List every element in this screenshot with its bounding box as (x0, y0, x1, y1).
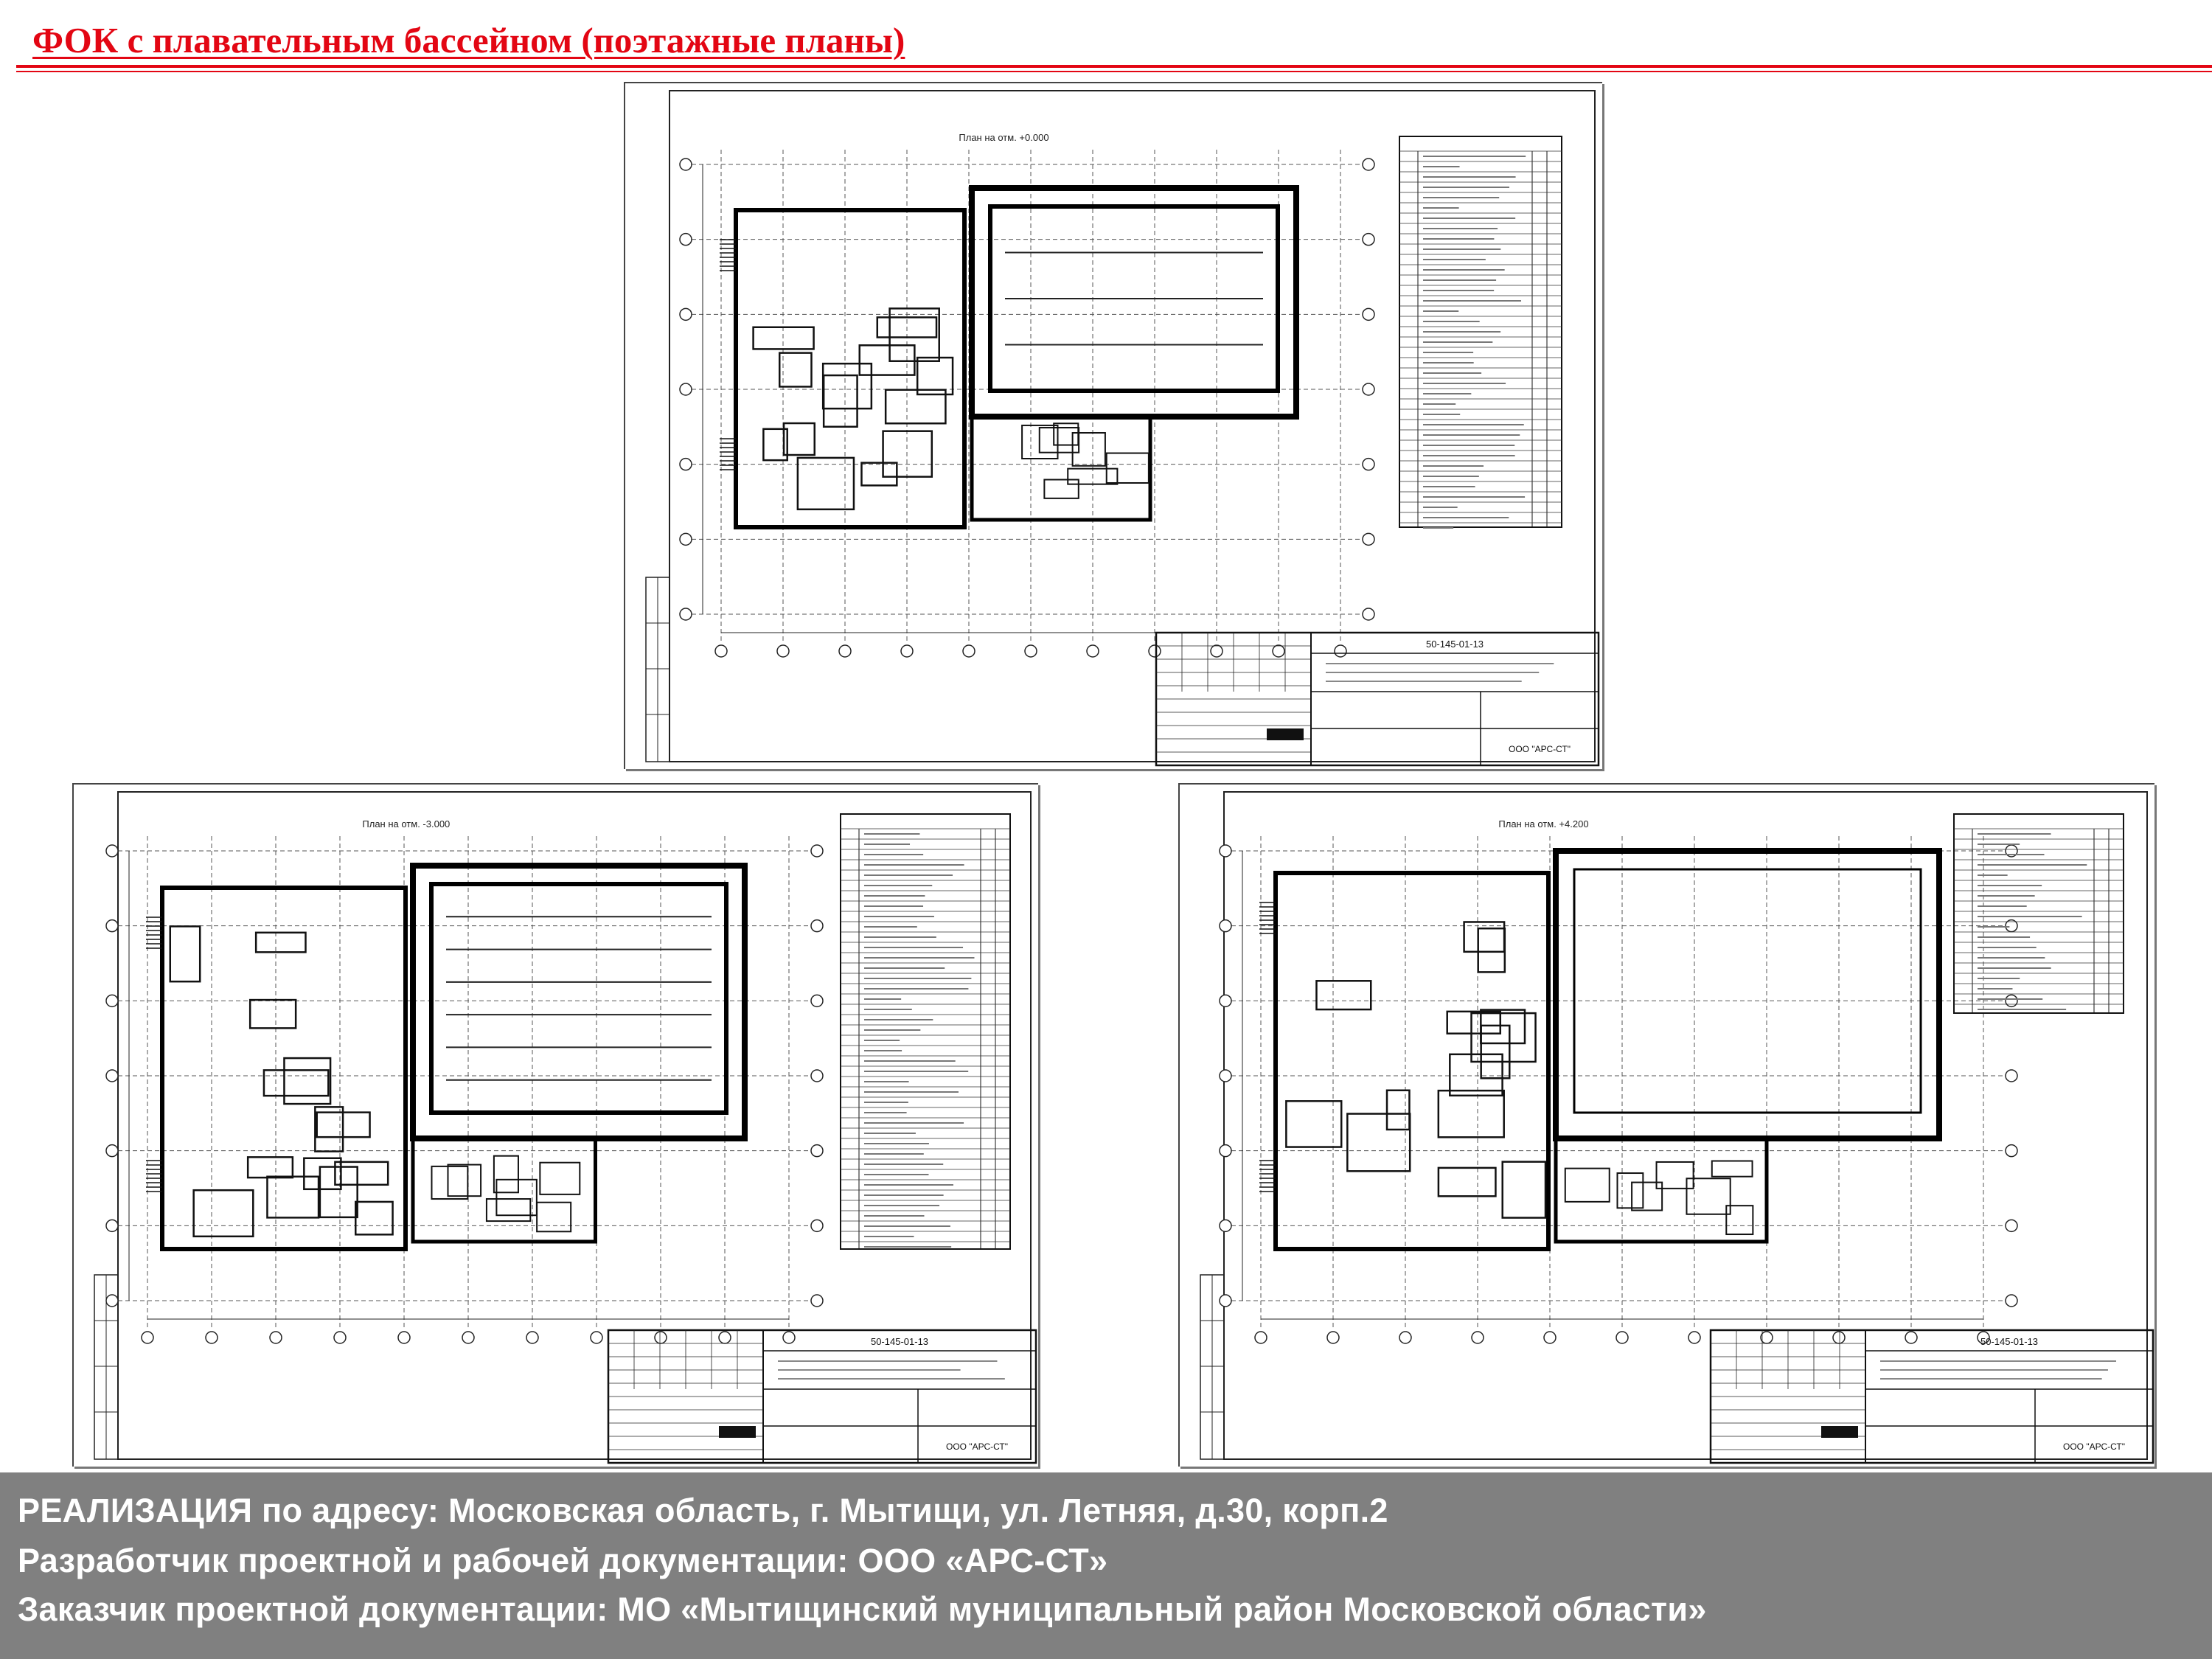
axis-bubble (2006, 1145, 2017, 1157)
room (883, 431, 932, 477)
signature-mark (1821, 1426, 1858, 1438)
axis-bubble (591, 1332, 602, 1343)
room (754, 327, 814, 349)
sheet-frame (1224, 792, 2147, 1459)
room (1481, 1010, 1525, 1043)
axis-bubble (1833, 1332, 1845, 1343)
room (784, 423, 815, 455)
axis-bubble (811, 1145, 823, 1157)
title-rule-thin (16, 71, 2212, 72)
axis-bubble (1220, 845, 1231, 857)
axis-bubble (1149, 645, 1161, 657)
axis-bubble (680, 608, 692, 620)
sheet-frame (118, 792, 1031, 1459)
sheet-frame (669, 91, 1595, 762)
room (448, 1165, 481, 1197)
footer-customer: Заказчик проектной документации: МО «Мытищинский муниципальный район Московской области» (18, 1590, 1707, 1628)
room (823, 364, 872, 408)
axis-bubble (206, 1332, 218, 1343)
room (537, 1203, 571, 1232)
footer-address: РЕАЛИЗАЦИЯ по адресу: Московская область, г. Мытищи, ул. Летняя, д.30, корп.2 (18, 1492, 1388, 1529)
room (824, 375, 857, 427)
axis-bubble (777, 645, 789, 657)
organization-name: ООО "АРС-СТ" (946, 1441, 1008, 1452)
room (335, 1162, 388, 1185)
annex-wall (972, 417, 1150, 520)
axis-bubble (1335, 645, 1346, 657)
service-wing-wall (736, 210, 964, 527)
room (170, 926, 200, 981)
axis-bubble (334, 1332, 346, 1343)
axis-bubble (2006, 1070, 2017, 1082)
room (194, 1190, 254, 1237)
axis-bubble (1544, 1332, 1556, 1343)
axis-bubble (2006, 1220, 2017, 1231)
room (1617, 1173, 1643, 1208)
axis-bubble (526, 1332, 538, 1343)
axis-bubble (655, 1332, 667, 1343)
axis-bubble (680, 383, 692, 395)
organization-name: ООО "АРС-СТ" (1509, 744, 1571, 754)
organization-name: ООО "АРС-СТ" (2063, 1441, 2125, 1452)
pool-hall-wall (1556, 851, 1939, 1138)
axis-bubble (811, 845, 823, 857)
room (1347, 1114, 1410, 1172)
axis-bubble (1363, 383, 1374, 395)
axis-bubble (811, 1070, 823, 1082)
room (250, 1000, 296, 1028)
axis-bubble (1399, 1332, 1411, 1343)
axis-bubble (1363, 234, 1374, 246)
pool-basin (431, 884, 726, 1113)
axis-bubble (1363, 608, 1374, 620)
room (1503, 1162, 1545, 1218)
axis-bubble (1363, 459, 1374, 470)
plan-label: План на отм. +0.000 (959, 132, 1049, 143)
axis-bubble (106, 920, 118, 932)
room (487, 1199, 530, 1221)
axis-bubble (839, 645, 851, 657)
axis-bubble (715, 645, 727, 657)
room (779, 353, 811, 387)
axis-bubble (1220, 1220, 1231, 1231)
title-rule-thick (16, 65, 2212, 68)
axis-bubble (106, 1145, 118, 1157)
axis-bubble (398, 1332, 410, 1343)
sheet-code: 50-145-01-13 (1980, 1336, 2039, 1347)
room (1565, 1169, 1610, 1202)
footer-bar (0, 1472, 2212, 1659)
room (320, 1167, 358, 1217)
axis-bubble (1363, 308, 1374, 320)
axis-bubble (680, 533, 692, 545)
axis-bubble (1688, 1332, 1700, 1343)
room (1632, 1183, 1662, 1211)
room (1073, 433, 1105, 466)
room (494, 1156, 518, 1193)
room (256, 933, 305, 953)
axis-bubble (811, 1220, 823, 1231)
axis-bubble (1363, 533, 1374, 545)
signature-mark (719, 1426, 756, 1438)
axis-bubble (142, 1332, 153, 1343)
axis-bubble (106, 1070, 118, 1082)
axis-bubble (963, 645, 975, 657)
room (248, 1157, 293, 1178)
signature-mark (1267, 728, 1304, 740)
axis-bubble (1220, 920, 1231, 932)
drawing-sheet-top (624, 82, 1602, 769)
room (540, 1163, 580, 1194)
axis-bubble (1025, 645, 1037, 657)
axis-bubble (1220, 1070, 1231, 1082)
room (861, 463, 897, 486)
floor-plan-right (1180, 785, 2154, 1467)
room (355, 1202, 392, 1234)
axis-bubble (1472, 1332, 1484, 1343)
footer-developer: Разработчик проектной и рабочей документации: ООО «АРС-СТ» (18, 1542, 1108, 1579)
pool-hall-wall (413, 866, 745, 1138)
room (284, 1058, 330, 1104)
room (315, 1107, 343, 1151)
room (1447, 1012, 1500, 1034)
axis-bubble (783, 1332, 795, 1343)
axis-bubble (1273, 645, 1284, 657)
axis-bubble (1211, 645, 1222, 657)
drawing-sheet-left (72, 783, 1038, 1467)
room (1439, 1091, 1504, 1137)
axis-bubble (106, 845, 118, 857)
axis-bubble (1220, 995, 1231, 1006)
plan-label: План на отм. -3.000 (362, 818, 451, 830)
room (1316, 981, 1371, 1009)
legend-table (841, 814, 1010, 1249)
axis-bubble (811, 920, 823, 932)
slide-title: ФОК с плавательным бассейном (поэтажные планы) (32, 20, 905, 60)
axis-bubble (1616, 1332, 1628, 1343)
floor-plan-top (625, 83, 1602, 769)
axis-bubble (811, 1295, 823, 1307)
room (431, 1166, 467, 1199)
annex-wall (1556, 1138, 1767, 1242)
room (1439, 1168, 1496, 1196)
room (264, 1070, 328, 1096)
axis-bubble (680, 459, 692, 470)
room (1044, 480, 1078, 498)
axis-bubble (811, 995, 823, 1006)
room (798, 458, 854, 509)
plan-label: План на отм. +4.200 (1498, 818, 1589, 830)
floor-plan-left (74, 785, 1038, 1467)
room (1387, 1091, 1409, 1130)
room (267, 1177, 319, 1218)
axis-bubble (680, 234, 692, 246)
pool-hall-wall (972, 188, 1296, 417)
axis-bubble (106, 995, 118, 1006)
room (1478, 928, 1505, 972)
room (860, 345, 915, 375)
axis-bubble (1220, 1295, 1231, 1307)
drawing-sheet-right (1178, 783, 2154, 1467)
room (1450, 1054, 1502, 1096)
annex-wall (413, 1138, 596, 1242)
axis-bubble (1087, 645, 1099, 657)
axis-bubble (719, 1332, 731, 1343)
axis-bubble (1255, 1332, 1267, 1343)
sheet-code: 50-145-01-13 (1425, 639, 1484, 650)
sheet-code: 50-145-01-13 (870, 1336, 929, 1347)
axis-bubble (901, 645, 913, 657)
room (1712, 1161, 1753, 1177)
axis-bubble (1363, 159, 1374, 170)
axis-bubble (270, 1332, 282, 1343)
axis-bubble (106, 1295, 118, 1307)
axis-bubble (1327, 1332, 1339, 1343)
axis-bubble (680, 159, 692, 170)
axis-bubble (1905, 1332, 1917, 1343)
room (1464, 922, 1505, 951)
axis-bubble (462, 1332, 474, 1343)
axis-bubble (106, 1220, 118, 1231)
axis-bubble (680, 308, 692, 320)
axis-bubble (2006, 1295, 2017, 1307)
axis-bubble (1220, 1145, 1231, 1157)
axis-bubble (2006, 995, 2017, 1006)
